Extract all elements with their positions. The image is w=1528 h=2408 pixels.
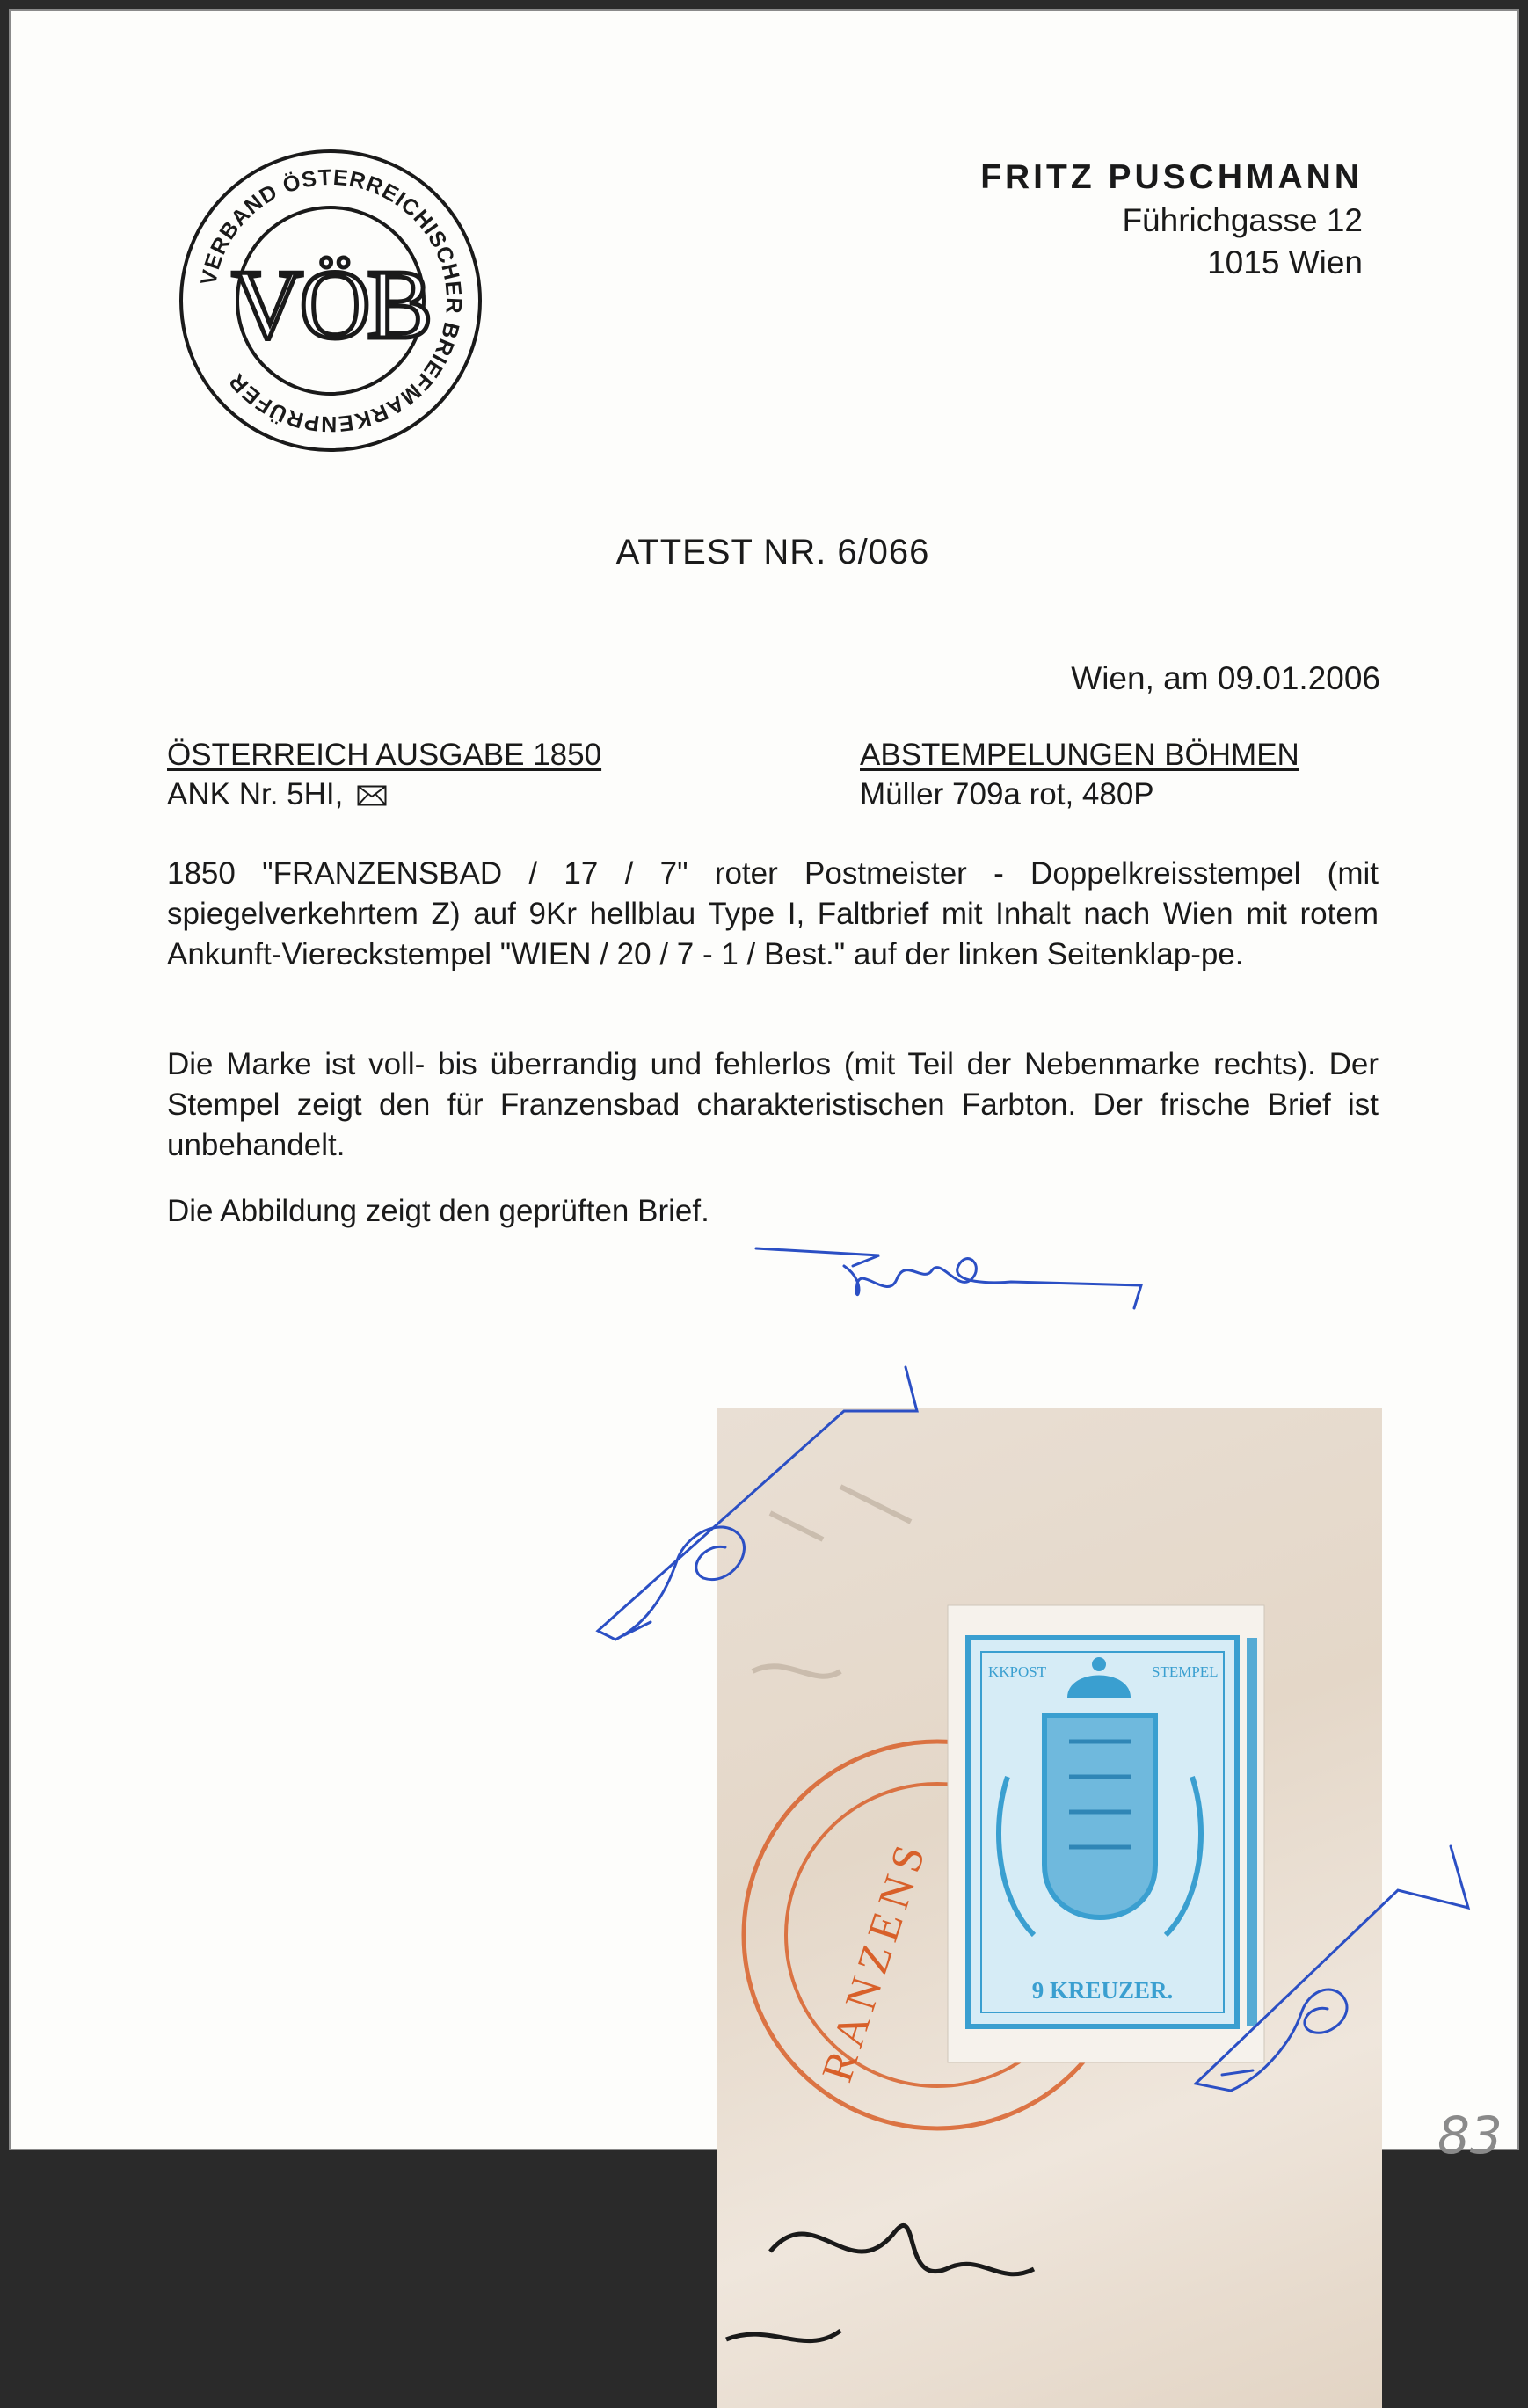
description-paragraph: 1850 "FRANZENSBAD / 17 / 7" roter Postmeister - Doppelkreisstempel (mit spiegelverkehrtem Z) auf 9Kr hellblau Type I, Faltbrief mit Inhalt nach Wien mit rotem Ankunft-Viereckstempel "WIEN / 20 / 7 - 1 / Best." auf der linken Seitenklap-pe. xyxy=(167,856,1379,971)
examiner-street: Führichgasse 12 xyxy=(1122,202,1363,238)
svg-text:VÖB: VÖB xyxy=(231,251,430,360)
voeb-seal-logo xyxy=(172,142,489,459)
examiner-name: FRITZ PUSCHMANN xyxy=(980,158,1363,196)
svg-text:VERBAND ÖSTERREICHISCHER BRIEF: VERBAND ÖSTERREICHISCHER BRIEFMARKENPRÜFER xyxy=(196,164,467,437)
issue-heading: ÖSTERREICH AUSGABE 1850 xyxy=(167,738,602,772)
mueller-reference: Müller 709a rot, 480P xyxy=(860,777,1154,811)
guarantee-mark-right xyxy=(1169,1829,1486,2101)
stamp-value-label: 9 KREUZER. xyxy=(1031,1977,1174,2004)
guarantee-mark-left xyxy=(571,1358,941,1692)
examiner-city: 1015 Wien xyxy=(1207,244,1363,280)
condition-paragraph: Die Marke ist voll- bis überrandig und fehlerlos (mit Teil der Nebenmarke rechts). Der Stempel zeigt den für Franzensbad charakteristischen Farbton. Der frische Brief ist unbehandelt. xyxy=(167,1047,1379,1162)
envelope-icon xyxy=(357,785,387,806)
illustration-note: Die Abbildung zeigt den geprüften Brief. xyxy=(167,1194,709,1228)
cancellation-heading: ABSTEMPELUNGEN BÖHMEN xyxy=(860,738,1299,772)
svg-text:RANZENS: RANZENS xyxy=(811,1832,937,2088)
certificate-sheet xyxy=(9,9,1519,2165)
stamp-label-right: STEMPEL xyxy=(1152,1663,1219,1680)
pencil-lot-number: 83 xyxy=(1437,2106,1503,2165)
attest-title: ATTEST NR. 6/066 xyxy=(615,533,930,571)
attest-date: Wien, am 09.01.2006 xyxy=(1071,660,1380,696)
examiner-signature xyxy=(747,1231,1161,1354)
stamp-label-left: KKPOST xyxy=(988,1663,1047,1680)
catalog-number: ANK Nr. 5HI, xyxy=(167,777,387,812)
